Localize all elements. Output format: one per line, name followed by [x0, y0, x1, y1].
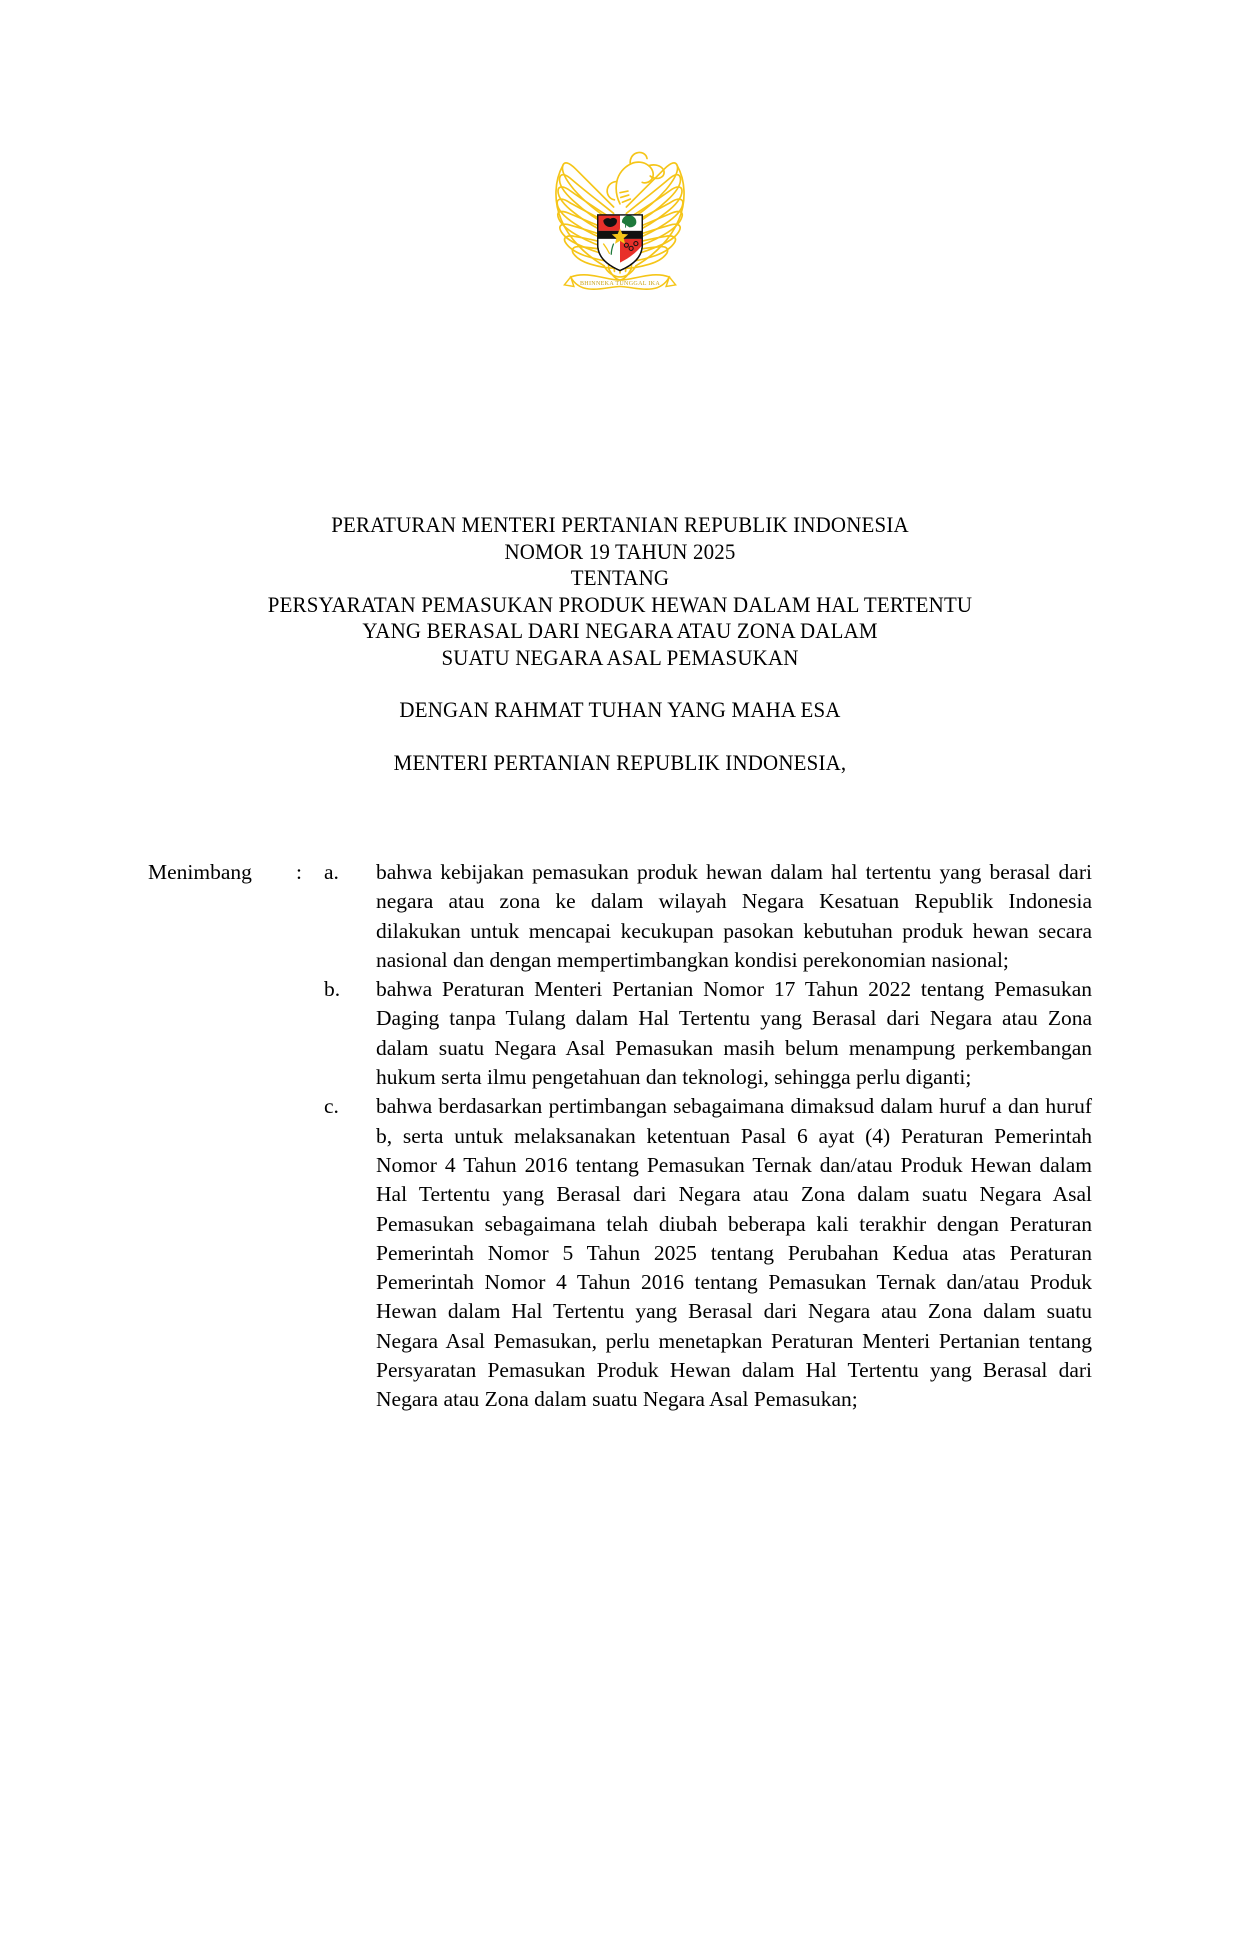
- emblem-container: [0, 145, 1240, 300]
- considering-text-b: bahwa Peraturan Menteri Pertanian Nomor 17 Tahun 2022 tentang Pemasukan Daging tanpa Tulang dalam Hal Tertentu yang Berasal dari Negara atau Zona dalam suatu Negara Asal Pemasukan masih belum menampung perkembangan hukum serta ilmu pengetahuan dan teknologi, sehingga perlu diganti;: [376, 977, 1092, 1090]
- title-line-3: TENTANG: [570, 565, 670, 590]
- title-gap-1: [0, 671, 1240, 697]
- title-line-5: YANG BERASAL DARI NEGARA ATAU ZONA DALAM: [362, 618, 878, 643]
- authority-line: MENTERI PERTANIAN REPUBLIK INDONESIA,: [393, 749, 847, 775]
- garuda-pancasila-emblem: [540, 145, 700, 300]
- considering-item-a: [148, 858, 1092, 975]
- title-block: [0, 512, 1240, 776]
- title-line-4: PERSYARATAN PEMASUKAN PRODUK HEWAN DALAM HAL TERTENTU: [267, 591, 973, 617]
- title-line-1: PERATURAN MENTERI PERTANIAN REPUBLIK INDONESIA: [331, 512, 909, 537]
- title-gap-2: [0, 724, 1240, 750]
- blessing-line: DENGAN RAHMAT TUHAN YANG MAHA ESA: [399, 697, 841, 722]
- pancasila-shield: [598, 215, 643, 271]
- considering-marker-b: b.: [324, 977, 341, 1002]
- considering-text-c: bahwa berdasarkan pertimbangan sebagaimana dimaksud dalam huruf a dan huruf b, serta untuk melaksanakan ketentuan Pasal 6 ayat (4) Peraturan Pemerintah Nomor 4 Tahun 2016 tentang Pemasukan Ternak dan/atau Produk Hewan dalam Hal Tertentu yang Berasal dari Negara atau Zona dalam suatu Negara Asal Pemasukan sebagaimana telah diubah beberapa kali terakhir dengan Peraturan Pemerintah Nomor 5 Tahun 2025 tentang Perubahan Kedua atas Peraturan Pemerintah Nomor 4 Tahun 2016 tentang Pemasukan Ternak dan/atau Produk Hewan dalam Hal Tertentu yang Berasal dari Negara atau Zona dalam suatu Negara Asal Pemasukan, perlu menetapkan Peraturan Menteri Pertanian tentang Persyaratan Pemasukan Produk Hewan dalam Hal Tertentu yang Berasal dari Negara atau Zona dalam suatu Negara Asal Pemasukan;: [376, 1094, 1092, 1412]
- considering-label: Menimbang: [148, 860, 252, 884]
- title-line-2: NOMOR 19 TAHUN 2025: [504, 538, 736, 564]
- title-line-6: SUATU NEGARA ASAL PEMASUKAN: [441, 644, 799, 670]
- considering-item-c: [148, 1092, 1092, 1414]
- motto-text: BHINNEKA TUNGGAL IKA: [579, 280, 661, 287]
- considering-marker-c: c.: [324, 1094, 339, 1119]
- considering-marker-a: a.: [324, 860, 339, 884]
- considering-section: [148, 858, 1092, 1415]
- considering-colon: :: [296, 860, 302, 884]
- considering-item-b: [148, 975, 1092, 1092]
- considering-text-a: bahwa kebijakan pemasukan produk hewan dalam hal tertentu yang berasal dari negara atau zona ke dalam wilayah Negara Kesatuan Republik Indonesia dilakukan untuk mencapai kecukupan pasokan kebutuhan produk hewan secara nasional dan dengan mempertimbangkan kondisi perekonomian nasional;: [376, 860, 1092, 972]
